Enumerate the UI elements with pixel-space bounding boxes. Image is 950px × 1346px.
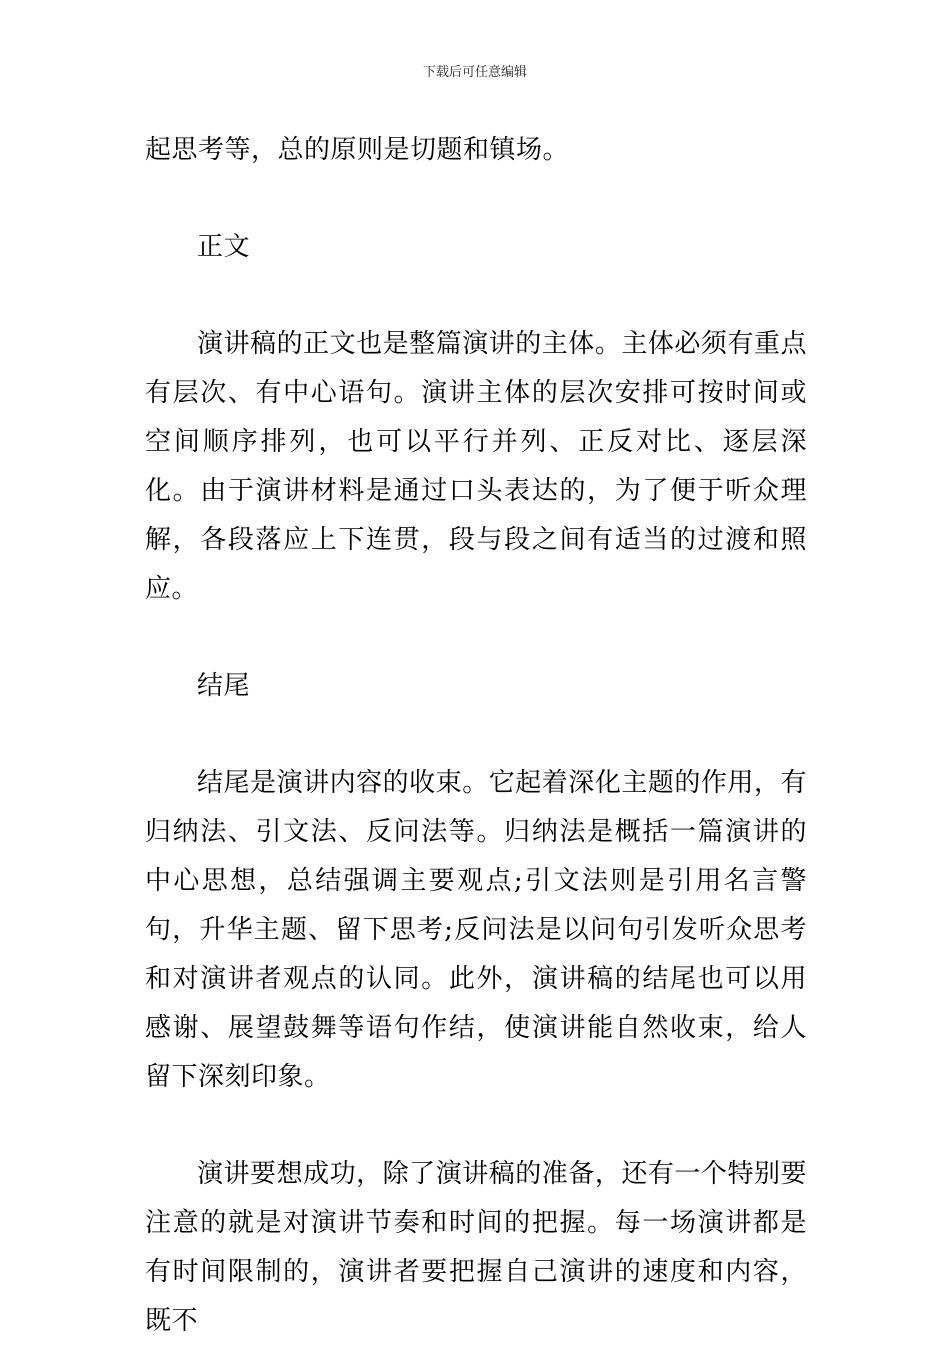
paragraph-continuation: 起思考等，总的原则是切题和镇场。 xyxy=(145,135,570,165)
paragraph-ending-description: 结尾是演讲内容的收束。它起着深化主题的作用，有归纳法、引文法、反问法等。归纳法是概括一篇演讲的中心思想，总结强调主要观点;引文法则是引用名言警句，升华主题、留下思考;反问法是以问句引发听众思考和对演讲者观点的认同。此外，演讲稿的结尾也可以用感谢、展望鼓舞等语句作结，使演讲能自然收束，给人留下深刻印象。 xyxy=(145,768,807,1092)
document-body xyxy=(145,126,807,1346)
paragraph-timing: 演讲要想成功，除了演讲稿的准备，还有一个特别要注意的就是对演讲节奏和时间的把握。每一场演讲都是有时间限制的，演讲者要把握自己演讲的速度和内容，既不 xyxy=(145,1159,807,1336)
section-heading-ending: 结尾 xyxy=(197,671,251,701)
paragraph-body-description: 演讲稿的正文也是整篇演讲的主体。主体必须有重点有层次、有中心语句。演讲主体的层次安排可按时间或空间顺序排列，也可以平行并列、正反对比、逐层深化。由于演讲材料是通过口头表达的，为了便于听众理解，各段落应上下连贯，段与段之间有适当的过渡和照应。 xyxy=(145,329,807,604)
section-heading-body: 正文 xyxy=(197,232,251,262)
page-header-note: 下载后可任意编辑 xyxy=(422,65,527,80)
